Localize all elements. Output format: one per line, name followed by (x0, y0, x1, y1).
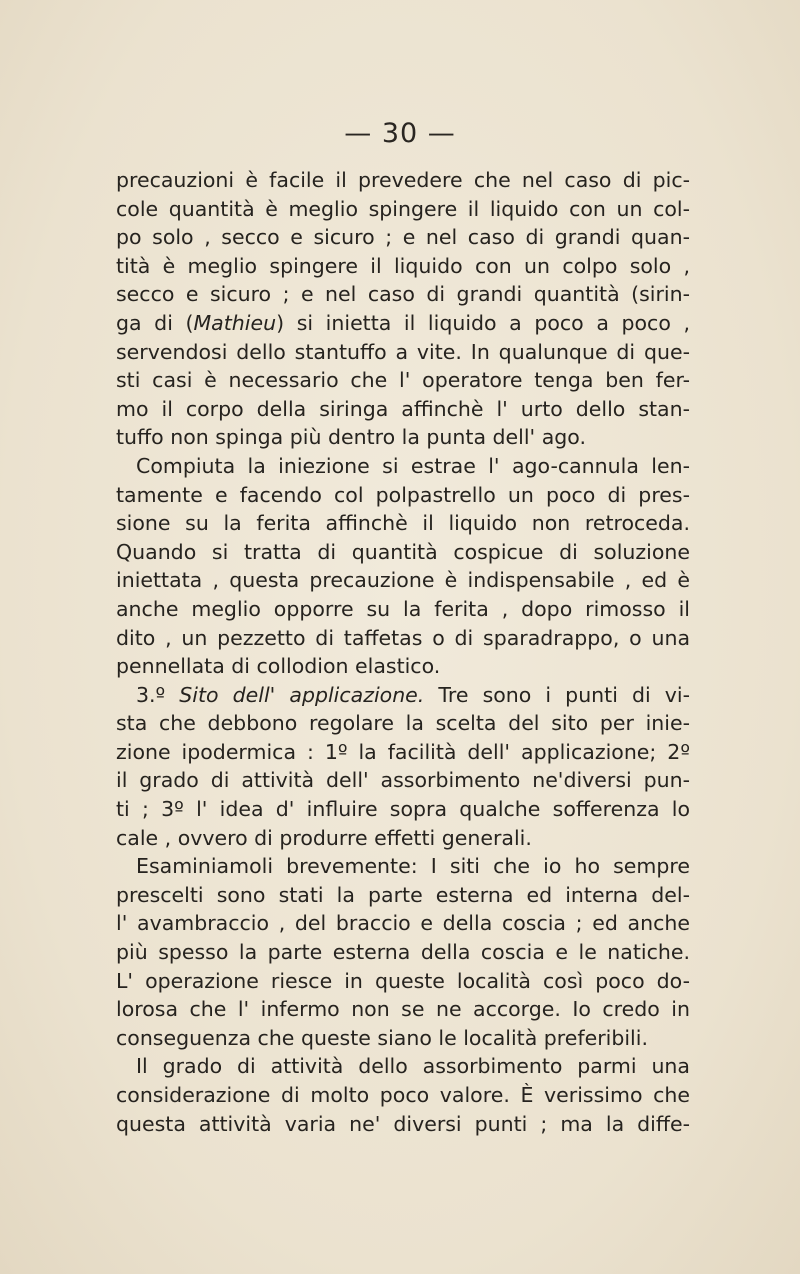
text-line: conseguenza che queste siano le località preferibili. (116, 1025, 648, 1050)
text-line: questa attività varia ne' diversi punti ; ma la diffe- (116, 1111, 690, 1136)
text-line (116, 309, 690, 338)
text-segment: ) si inietta il liquido a poco a poco , (276, 310, 690, 335)
italic-segment: Sito dell' applicazione. (179, 682, 425, 707)
text-line: Il grado di attività dello assorbimento parmi una (136, 1054, 690, 1079)
text-segment: Tre sono i punti di vi- (424, 682, 690, 707)
text-line: mo il corpo della siringa affinchè l' urto dello stan- (116, 396, 690, 421)
text-line: Quando si tratta di quantità cospicue di soluzione (116, 539, 690, 564)
text-line: prescelti sono stati la parte esterna ed interna del- (116, 882, 690, 907)
text-line: po solo , secco e sicuro ; e nel caso di grandi quan- (116, 225, 690, 250)
text-line: iniettata , questa precauzione è indispensabile , ed è (116, 568, 690, 593)
text-line: zione ipodermica : 1º la facilità dell' applicazione; 2º (116, 739, 690, 764)
text-line: sti casi è necessario che l' operatore tenga ben fer- (116, 368, 690, 393)
text-line: cale , ovvero di produrre effetti generali. (116, 825, 532, 850)
text-line: secco e sicuro ; e nel caso di grandi quantità (sirin- (116, 282, 690, 307)
text-line: lorosa che l' infermo non se ne accorge. Io credo in (116, 997, 690, 1022)
text-line: sta che debbono regolare la scelta del sito per inie- (116, 711, 690, 736)
text-line: cole quantità è meglio spingere il liquido con un col- (116, 196, 690, 221)
text-line: pennellata di collodion elastico. (116, 654, 441, 679)
text-line (116, 681, 690, 710)
text-line: tuffo non spinga più dentro la punta dell' ago. (116, 425, 586, 450)
text-line: precauzioni è facile il prevedere che nel caso di pic- (116, 168, 690, 192)
text-line: tità è meglio spingere il liquido con un colpo solo , (116, 253, 690, 278)
text-line: Esaminiamoli brevemente: I siti che io ho sempre (136, 854, 690, 879)
text-line: sione su la ferita affinchè il liquido non retroceda. (116, 511, 690, 536)
italic-segment: Mathieu (193, 310, 277, 335)
text-line: più spesso la parte esterna della coscia e le natiche. (116, 940, 690, 965)
page-number: — 30 — (344, 118, 456, 149)
text-line: il grado di attività dell' assorbimento ne'diversi pun- (116, 768, 690, 793)
text-line: anche meglio opporre su la ferita , dopo rimosso il (116, 596, 690, 621)
text-line: ti ; 3º l' idea d' influire sopra qualche sofferenza lo (116, 797, 690, 822)
text-line: L' operazione riesce in queste località così poco do- (116, 968, 690, 993)
text-segment: ga di ( (116, 310, 194, 335)
text-line: servendosi dello stantuffo a vite. In qualunque di que- (116, 339, 690, 364)
text-line: dito , un pezzetto di taffetas o di sparadrappo, o una (116, 625, 690, 650)
text-line: l' avambraccio , del braccio e della coscia ; ed anche (116, 911, 690, 936)
text-line: tamente e facendo col polpastrello un poco di pres- (116, 482, 690, 507)
text-line: Compiuta la iniezione si estrae l' ago-cannula len- (136, 453, 690, 478)
body-text (116, 166, 690, 1138)
text-segment: 3.º (136, 682, 180, 707)
text-line: considerazione di molto poco valore. È verissimo che (116, 1083, 690, 1107)
